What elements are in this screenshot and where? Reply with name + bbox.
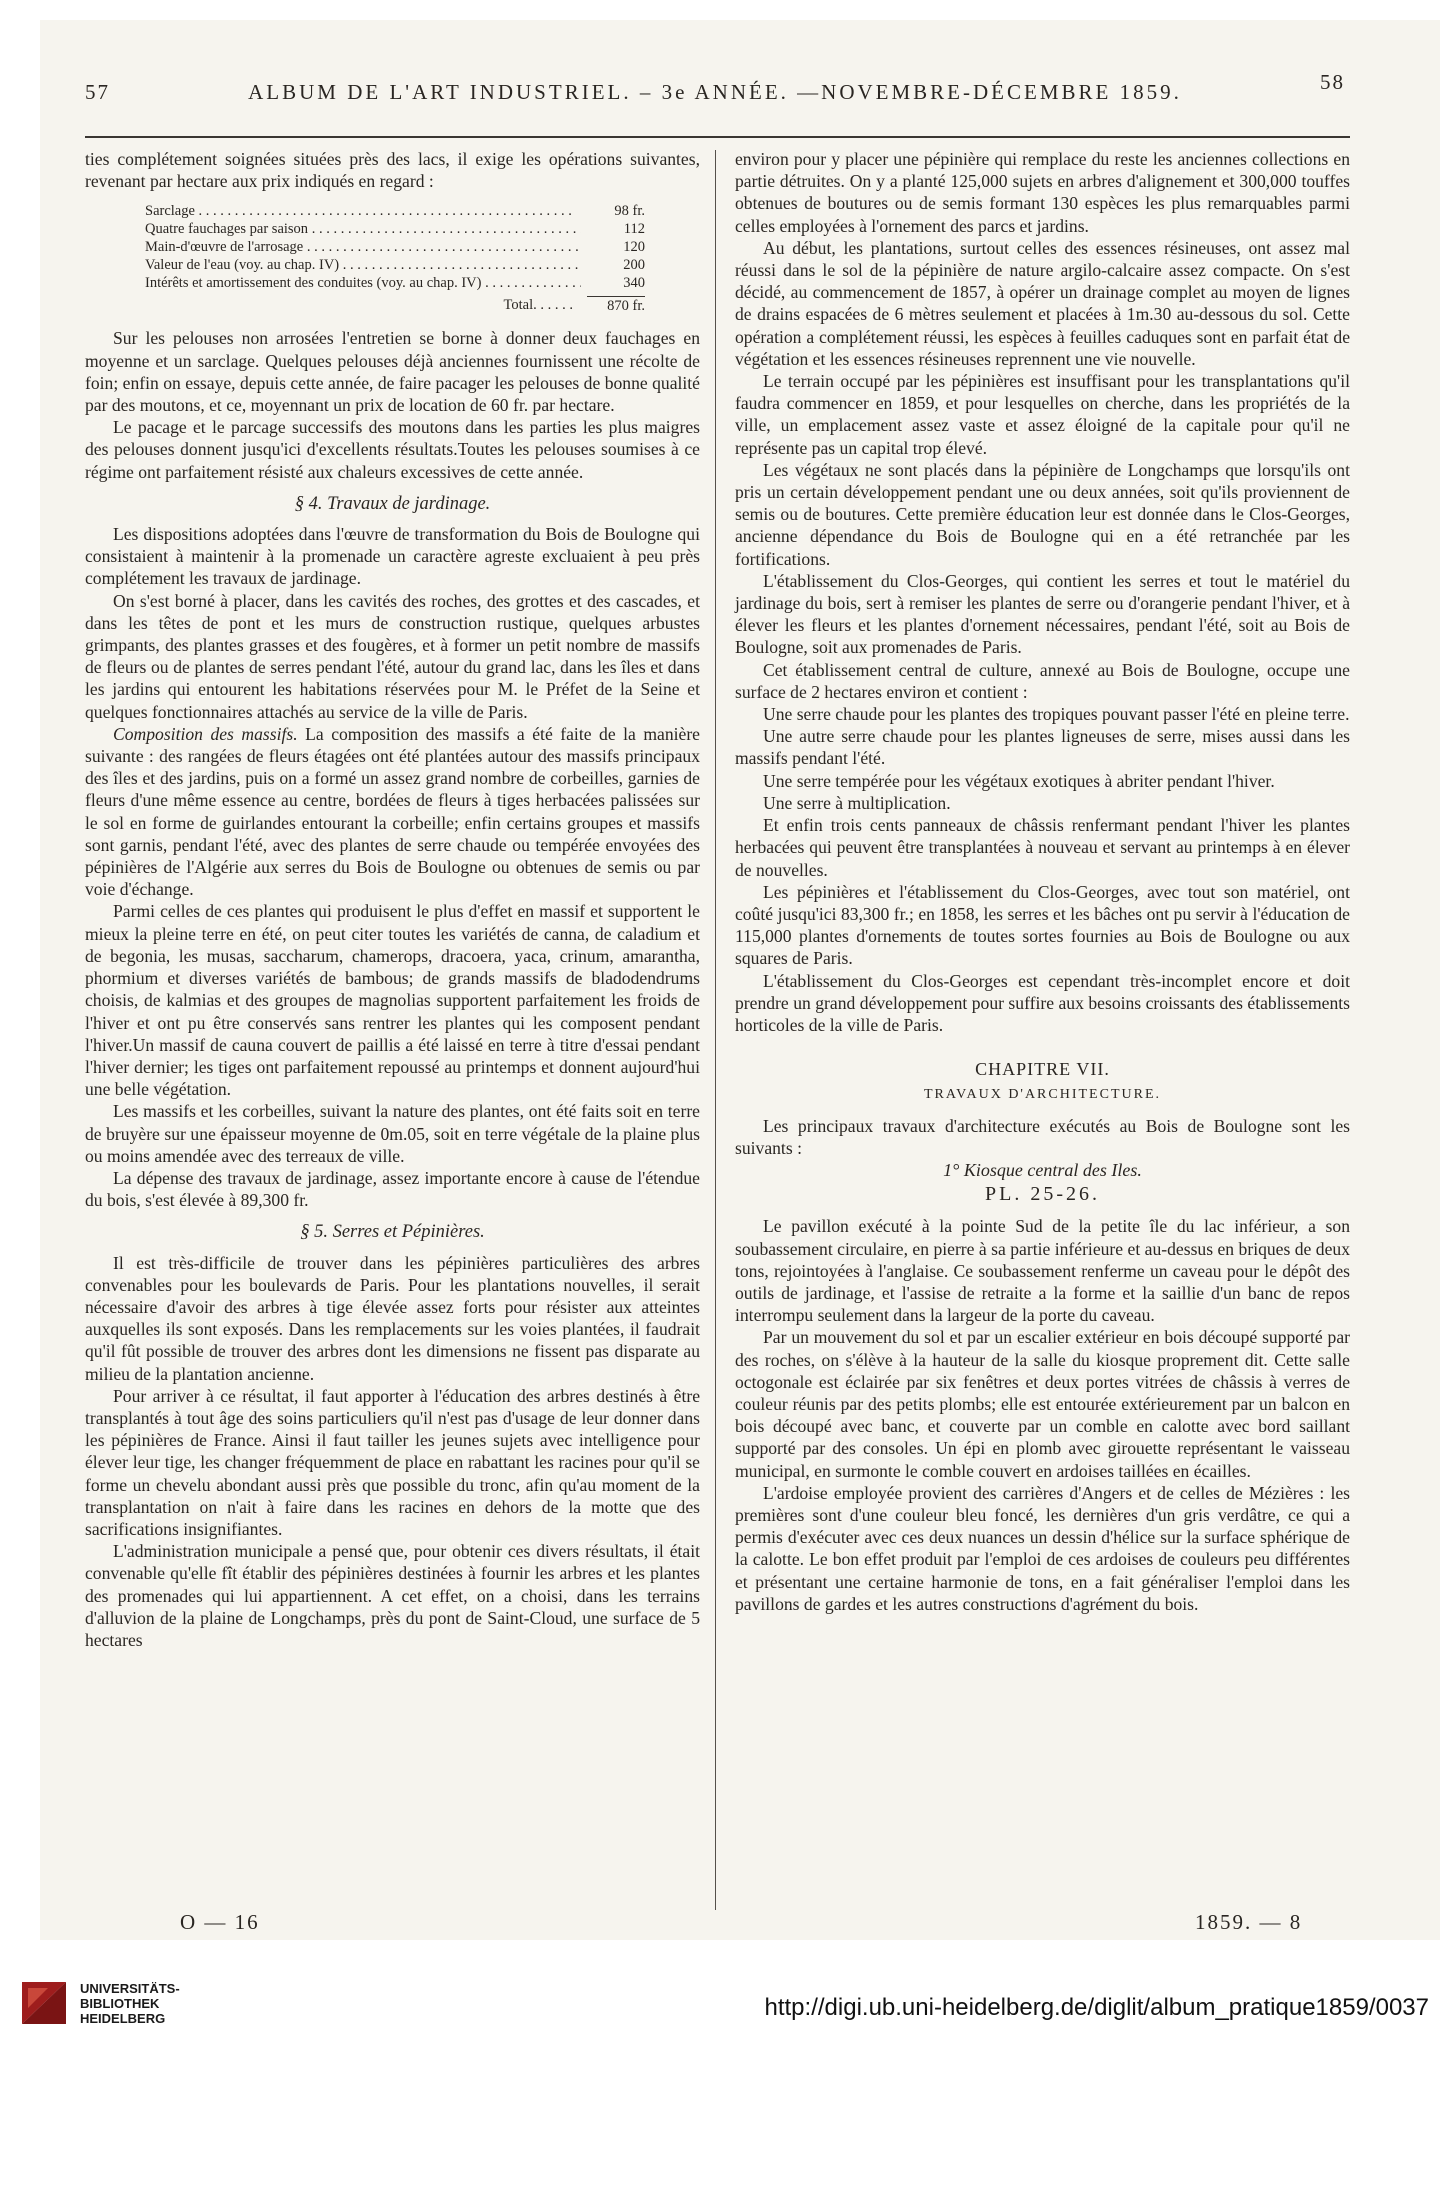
paragraph: Les dispositions adoptées dans l'œuvre de transformation du Bois de Boulogne qui consistaient à maintenir à la promenade un caractère agreste excluaient à peu près complétement les travaux de jardinage.: [85, 524, 700, 589]
paragraph: Une serre à multiplication.: [763, 792, 951, 813]
ledger-row: [145, 220, 645, 238]
paragraph: Les pépinières et l'établissement du Clos-Georges, avec tout son matériel, ont coûté jusqu'ici 83,300 fr.; en 1858, les serres et les bâches ont pu servir à l'éducation de 115,000 plantes d'ornements de toutes sortes fournies au Bois de Boulogne ou aux squares de Paris.: [735, 881, 1350, 969]
ledger-total-amount: 870 fr.: [587, 296, 645, 315]
library-footer: [0, 1946, 1455, 2201]
library-name-line: BIBLIOTHEK: [80, 1996, 160, 2011]
chapter-heading: CHAPITRE VII.: [975, 1059, 1110, 1080]
page-number-left: 57: [85, 80, 110, 104]
paragraph: Au début, les plantations, surtout celles des essences résineuses, ont assez mal réussi dans le sol de la pépinière de nature argilo-calcaire assez compacte. On s'est décidé, au commencement de 1857, à opérer un drainage complet au moyen de lignes de drains espacées de 6 mètres seulement et placées à 1m.30 au-dessous du sol. Cette opération a complétement réussi, les espèces à feuilles caduques sont en parfait état de végétation et les essences résineuses reprennent une vie nouvelle.: [735, 237, 1350, 369]
ledger-row: [145, 256, 645, 274]
paragraph: Les principaux travaux d'architecture exécutés au Bois de Boulogne sont les suivants :: [735, 1115, 1350, 1158]
item-heading: 1° Kiosque central des Iles.: [943, 1159, 1142, 1180]
ledger-total: [145, 296, 645, 315]
section-heading: § 5. Serres et Pépinières.: [300, 1222, 485, 1243]
paragraph: On s'est borné à placer, dans les cavités des roches, des grottes et des cascades, et dans les têtes de pont et les murs de construction rustique, quelques arbustes grimpants, des plantes grasses et des fougères, et à former un petit nombre de massifs de fleurs ou de plantes de serres pendant l'été, autour du grand lac, dans les îles et dans les jardins qui entourent les habitations réservées pour M. le Préfet de la Seine et quelques fonctionnaires attachés au service de la ville de Paris.: [85, 590, 700, 722]
ledger-label: Sarclage . . .: [145, 202, 581, 220]
paragraph: Le terrain occupé par les pépinières est insuffisant pour les transplantations qu'il faudra commencer en 1859, et pour lesquelles on cherche, dans les propriétés de la ville, un emplacement assez vaste et assez éloigné de la capitale pour qu'il ne représente pas un capital trop élevé.: [735, 371, 1350, 458]
ledger-amount: 200: [623, 257, 645, 274]
section-heading: § 4. Travaux de jardinage.: [294, 493, 491, 514]
paragraph: Les massifs et les corbeilles, suivant la nature des plantes, ont été faits soit en terre de bruyère sur une épaisseur moyenne de 0m.05, soit en terre végétale de la plaine plus ou moins amendée avec des terreaux de ville.: [85, 1101, 700, 1166]
ledger-label: Quatre fauchages par saison . . .: [145, 220, 581, 238]
paragraph: L'établissement du Clos-Georges, qui contient les serres et tout le matériel du jardinage du bois, sert à remiser les plantes de serre ou d'orangerie pendant l'hiver, et à élever les fleurs et les plantes d'ornement nécessaires, pendant l'été, soit au Bois de Boulogne, soit aux promenades de Paris.: [735, 570, 1350, 658]
ledger-total-label: Total. . . . . .: [503, 297, 573, 314]
paragraph: Pour arriver à ce résultat, il faut apporter à l'éducation des arbres destinés à être transplantés à tout âge des soins particuliers qu'il n'est pas d'usage de leur donner dans les pépinières de France. Ainsi il faut tailler les jeunes sujets avec intelligence pour élever leur tige, les changer fréquemment de place en rabattant les racines pour qu'il se forme un chevelu abondant aussi près que possible du tronc, afin qu'au moment de la transplantation on n'ait à faire dans les racines en dehors de la motte que des sacrifications insignifiantes.: [85, 1385, 700, 1539]
ledger-amount: 98 fr.: [614, 203, 645, 220]
paragraph: Cet établissement central de culture, annexé au Bois de Boulogne, occupe une surface de 2 hectares environ et contient :: [735, 659, 1350, 702]
plate-reference: PL. 25-26.: [985, 1183, 1100, 1206]
paragraph: Les végétaux ne sont placés dans la pépinière de Longchamps que lorsqu'ils ont pris un certain développement pendant une ou deux années, soit qu'ils proviennent de semis ou de boutures. Cette première éducation leur est donnée dans le Clos-Georges, ancienne dépendance du Bois de Boulogne qui en a été retranchée par les fortifications.: [735, 459, 1350, 569]
run-in-heading: Composition des massifs.: [113, 723, 298, 744]
chapter-subtitle: TRAVAUX D'ARCHITECTURE.: [923, 1087, 1162, 1103]
library-name-line: UNIVERSITÄTS-: [80, 1981, 180, 1996]
ledger-label: Intérêts et amortissement des conduites (voy. au chap. IV) . . .: [145, 274, 581, 292]
paragraph: Il est très-difficile de trouver dans les pépinières particulières des arbres convenables pour les boulevards de Paris. Pour les plantations nouvelles, il serait nécessaire d'avoir des arbres à tige élevée assez forts pour résister aux atteintes auxquelles ils sont exposés. Dans les remplacements sur les voies plantées, il faudrait qu'il fût possible de trouver des arbres dont les dimensions ne fissent pas disparate au milieu de la plantation ancienne.: [85, 1252, 700, 1384]
paragraph: Une serre tempérée pour les végétaux exotiques à abriter pendant l'hiver.: [763, 770, 1275, 791]
library-name-line: HEIDELBERG: [80, 2011, 166, 2026]
paragraph: Une serre chaude pour les plantes des tropiques pouvant passer l'été en pleine terre.: [763, 704, 1350, 725]
paragraph: Parmi celles de ces plantes qui produisent le plus d'effet en massif et supportent le mieux la pleine terre en été, on peut citer toutes les variétés de canna, de caladium et de begonia, les musas, saccharum, chamerops, dracoera, yaca, crinum, amarantha, phormium et diverses variétés de bambous; de grands massifs de bladodendrums choisis, de kalmias et des groupes de magnolias supportent parfaitement les froids de l'hiver et ont pu être conservés sans rentrer les plantes qui les composent pendant l'hiver.Un massif de cauna couvert de paillis a été laissé en terre à titre d'essai pendant l'hiver dernier; les tiges ont parfaitement repoussé au printemps et donnent aujourd'hui une belle végétation.: [85, 901, 700, 1100]
library-logo-icon: [18, 1976, 70, 2028]
paragraph: L'ardoise employée provient des carrières d'Angers et de celles de Mézières : les premières sont d'une couleur bleu foncé, les dernières d'un gris verdâtre, ce qui a permis d'exécuter avec ces deux nuances un dessin d'hélice sur la surface sphérique de la calotte. Le bon effet produit par l'emploi de ces ardoises de couleurs peu différentes et présentant une certaine harmonie de tons, en a fait généraliser l'emploi dans les pavillons de gardes et les autres constructions d'agrément du bois.: [735, 1482, 1350, 1614]
ledger-amount: 112: [623, 221, 645, 238]
right-column: [735, 148, 1350, 1615]
paragraph: L'administration municipale a pensé que, pour obtenir ces divers résultats, il était convenable qu'elle fît établir des pépinières destinées à fournir les arbres et les plantes des promenades qui lui appartiennent. A cet effet, on a choisi, dans les terrains d'alluvion de la plaine de Longchamps, près du pont de Saint-Cloud, une surface de 5 hectares: [85, 1541, 700, 1650]
left-column: [85, 148, 700, 1651]
paragraph: Et enfin trois cents panneaux de châssis renfermant pendant l'hiver les plantes herbacées qui peuvent être transplantées à nouveau et servant au printemps à en élever de nouvelles.: [735, 815, 1350, 880]
cost-ledger: [145, 202, 645, 315]
page-header: [85, 70, 1345, 110]
ledger-label: Main-d'œuvre de l'arrosage . . .: [145, 238, 581, 256]
paragraph: environ pour y placer une pépinière qui remplace du reste les anciennes collections en partie détruites. On y a planté 125,000 sujets en arbres d'alignement et 300,000 touffes obtenues de boutures ou de semis formant 130 espèces les plus remarquables parmi celles employées à l'ornement des parcs et jardins.: [735, 149, 1350, 236]
paragraph: Par un mouvement du sol et par un escalier extérieur en bois découpé supporté par des roches, on s'élève à la hauteur de la salle du kiosque proprement dit. Cette salle octogonale est éclairée par six fenêtres et deux portes vitrées de châssis à verres de couleur réunis par des petits plombs; elle est entourée extérieurement par un balcon en bois découpé avec banc, et couverte par un comble en calotte avec bord saillant supporté par des consoles. Un épi en plomb avec girouette représentant le vaisseau municipal, en surmonte le comble couvert en ardoises taillées en écailles.: [735, 1327, 1350, 1481]
signature-mark-left: O — 16: [180, 1910, 260, 1934]
column-divider: [715, 150, 716, 1910]
ledger-row: [145, 274, 645, 292]
signature-mark-right: 1859. — 8: [1195, 1910, 1303, 1934]
paragraph: [85, 723, 700, 901]
ledger-label: Valeur de l'eau (voy. au chap. IV) . . .: [145, 256, 581, 274]
ledger-row: [145, 238, 645, 256]
source-url-link[interactable]: http://digi.ub.uni-heidelberg.de/diglit/album_pratique1859/0037: [764, 1994, 1429, 2021]
library-name: [80, 1981, 180, 2026]
paragraph-text: La composition des massifs a été faite de la manière suivante : des rangées de fleurs étagées ont été plantées autour des massifs principaux des îles et des jardins, puis on a formé un assez grand nombre de corbeilles, garnies de fleurs d'une même essence au centre, bordées de fleurs à tiges herbacées palissées sur le sol en forme de guirlandes entourant la corbeille; enfin certains groupes et massifs sont garnis, pendant l'été, avec des plantes de serre chaude ou tempérée envoyées des pépinières de l'Algérie aux serres du Bois de Boulogne ou obtenues de semis ou par voie d'échange.: [85, 723, 700, 900]
ledger-amount: 120: [623, 239, 645, 256]
running-title: ALBUM DE L'ART INDUSTRIEL. – 3e ANNÉE. —NOVEMBRE-DÉCEMBRE 1859.: [248, 80, 1182, 104]
paragraph: Sur les pelouses non arrosées l'entretien se borne à donner deux fauchages en moyenne et un sarclage. Quelques pelouses déjà anciennes fournissent une récolte de foin; enfin on essaye, depuis cette année, de faire pacager les pelouses de bonne qualité par des moutons, et ce, moyennant un prix de location de 60 fr. par hectare.: [85, 328, 700, 416]
paragraph: Le pavillon exécuté à la pointe Sud de la petite île du lac inférieur, a son soubassement circulaire, en pierre à sa partie inférieure et au-dessus en briques de deux tons, rejointoyées à l'anglaise. Ce soubassement renferme un caveau pour le dépôt des outils de jardinage, et l'assise de retraite a la forme et la saillie d'un banc de repos interrompu seulement dans la largeur de la porte du caveau.: [735, 1216, 1350, 1326]
ledger-row: [145, 202, 645, 220]
header-rule: [85, 136, 1350, 138]
paragraph: ties complétement soignées situées près des lacs, il exige les opérations suivantes, revenant par hectare aux prix indiqués en regard :: [85, 149, 700, 192]
paragraph: L'établissement du Clos-Georges est cependant très-incomplet encore et doit prendre un grand développement pour suffire aux besoins croissants des établissements horticoles de la ville de Paris.: [735, 970, 1350, 1035]
paragraph: Une autre serre chaude pour les plantes ligneuses de serre, mises aussi dans les massifs pendant l'été.: [735, 726, 1350, 769]
paragraph: La dépense des travaux de jardinage, assez importante encore à cause de l'étendue du bois, s'est élevée à 89,300 fr.: [85, 1167, 700, 1211]
page-number-right: 58: [1320, 70, 1345, 94]
paragraph: Le pacage et le parcage successifs des moutons dans les parties les plus maigres des pelouses donnent jusqu'ici d'excellents résultats.Toutes les pelouses soumises à ce régime ont parfaitement résisté aux chaleurs excessives de cette année.: [85, 417, 700, 482]
ledger-amount: 340: [623, 275, 645, 292]
